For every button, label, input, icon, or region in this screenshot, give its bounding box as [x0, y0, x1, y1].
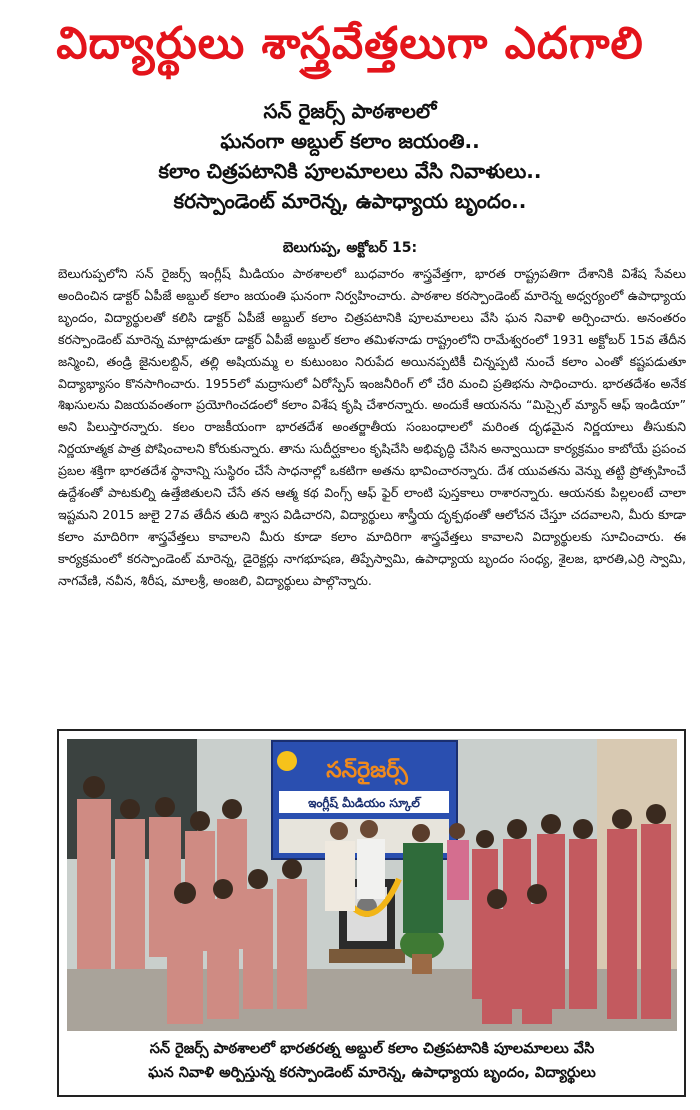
caption-line: ఘన నివాళి అర్పిస్తున్న కరస్పాండెంట్ మారెన్న, ఉపాధ్యాయ బృందం, విద్యార్థులు	[148, 1065, 596, 1081]
caption-line: సన్ రైజర్స్ పాఠశాలలో భారతరత్న అబ్దుల్ కలాం చిత్రపటానికి పూలమాలలు వేసి	[149, 1041, 595, 1057]
subheadline-line: సన్ రైజర్స్ పాఠశాలలో	[263, 99, 437, 123]
subheadline-line: కరస్పాండెంట్ మారెన్న, ఉపాధ్యాయ బృందం..	[173, 189, 527, 213]
banner-title: సన్‌రైజర్స్	[326, 758, 408, 783]
banner-subtitle: ఇంగ్లీష్ మీడియం స్కూల్	[308, 796, 420, 810]
subheadline-line: కలాం చిత్రపటానికి పూలమాలలు వేసి నివాళులు..	[158, 159, 542, 183]
article-body: బెలుగుప్పలోని సన్ రైజర్స్ ఇంగ్లీష్ మీడియం పాఠశాలలో బుధవారం శాస్త్రవేత్తగా, భారత రాష్ట్రపతిగా దేశానికి విశేష సేవలు అందించిన డాక్టర్ ఏపీజే అబ్దుల్ కలాం జయంతి ఘనంగా నిర్వహించారు. పాఠశాల కరస్పాండెంట్ మారెన్న అధ్వర్యంలో ఉపాధ్యాయ బృందం, విద్యార్థులతో కలిసి డాక్టర్ ఏపీజే అబ్దుల్ కలాం చిత్రపటానికి పూలమాలలు వేసి ఘన నివాళి అర్పించారు. అనంతరం కరస్పాండెంట్ మారెన్న మాట్లాడుతూ డాక్టర్ ఏపీజే అబ్దుల్ కలాం తమిళనాడు రాష్ట్రంలోని రామేశ్వరంలో 1931 అక్టోబర్ 15వ తేదీన జన్మించి, తండ్రి జైనులబ్దిన్, తల్లి అషియమ్మ ల కుటుంబం నిరుపేద అయినప్పటికీ చిన్నప్పటి నుంచే కలాం ఎంతో కష్టపడుతూ విద్యాభ్యాసం కొనసాగించారు. 1955లో మద్రాసులో ఏరోస్పేస్ ఇంజనీరింగ్ లో చేరి మంచి ప్రతిభను సాధించారు. భారతదేశం అనేక శిఖసులను విజయవంతంగా ప్రయోగించడంలో కలాం విశేష కృషి చేశారన్నారు. అందుకే ఆయనను “మిస్సైల్ మ్యాన్ ఆఫ్ ఇండియా” అని పిలుస్తారన్నారు. కలం రాజకీయంగా భారతదేశ అంతర్జాతీయ సంబంధాలలో మరింత దృఢమైన నిర్ణయాలు తీసుకుని నిర్ణయాత్మక పాత్ర పోషించాలని కోరుకున్నారు. తాను సుదీర్ఘకాలం కృషిచేసి అభివృద్ధి చేసిన అన్వాయిదా కార్యక్రమం కాబోయే ప్రపంచ ప్రబల శక్తిగా భారతదేశ స్థానాన్ని సుస్థిరం చేసే సాధనాల్లో ఒకటిగా అతను భావించారన్నారు. దేశ యువతను వెన్ను తట్టి ప్రోత్సహించే ఉద్దేశంతో పాటకుల్ని ఉత్తేజితులని చేసే తన ఆత్మ కథ వింగ్స్ ఆఫ్ ఫైర్ లాంటి పుస్తకాలు రాశారన్నారు. ఆయనకు పిల్లలంటే చాలా ఇష్టమని 2015 జులై 27వ తేదీన తుది శ్వాస విడిచారని, విద్యార్థులు శాస్త్రీయ దృక్పథంతో ఆలోచన చేస్తూ చదవాలని, మీరు కూడా కలాం మాదిరిగా శాస్త్రవేత్తలు కావాలని మీరు కూడా కలాం మాదిరిగా శాస్త్రవేత్తలు కావాలని విద్యార్థులకు సూచించారు. ఈ కార్యక్రమంలో కరస్పాండెంట్ మారెన్న, డైరెక్టర్లు నాగభూషణ, తిప్పేస్వామి, ఉపాధ్యాయ బృందం సంధ్య, శైలజ, భారతి,ఎర్రి స్వామి, నాగవేణి, నవీన, శిరీష, మాలశ్రీ, అంజలి, విద్యార్థులు పాల్గొన్నారు.	[58, 266, 686, 588]
event-photo	[67, 739, 677, 1031]
subheadline	[40, 96, 660, 216]
photo-frame	[57, 729, 686, 1097]
photo-caption	[67, 1037, 677, 1085]
dateline: బెలుగుప్ప, అక్టోబర్ 15:	[282, 240, 418, 256]
subheadline-line: ఘనంగా అబ్దుల్ కలాం జయంతి..	[220, 129, 480, 153]
headline: విద్యార్థులు శాస్త్రవేత్తలుగా ఎదగాలి	[56, 18, 644, 69]
